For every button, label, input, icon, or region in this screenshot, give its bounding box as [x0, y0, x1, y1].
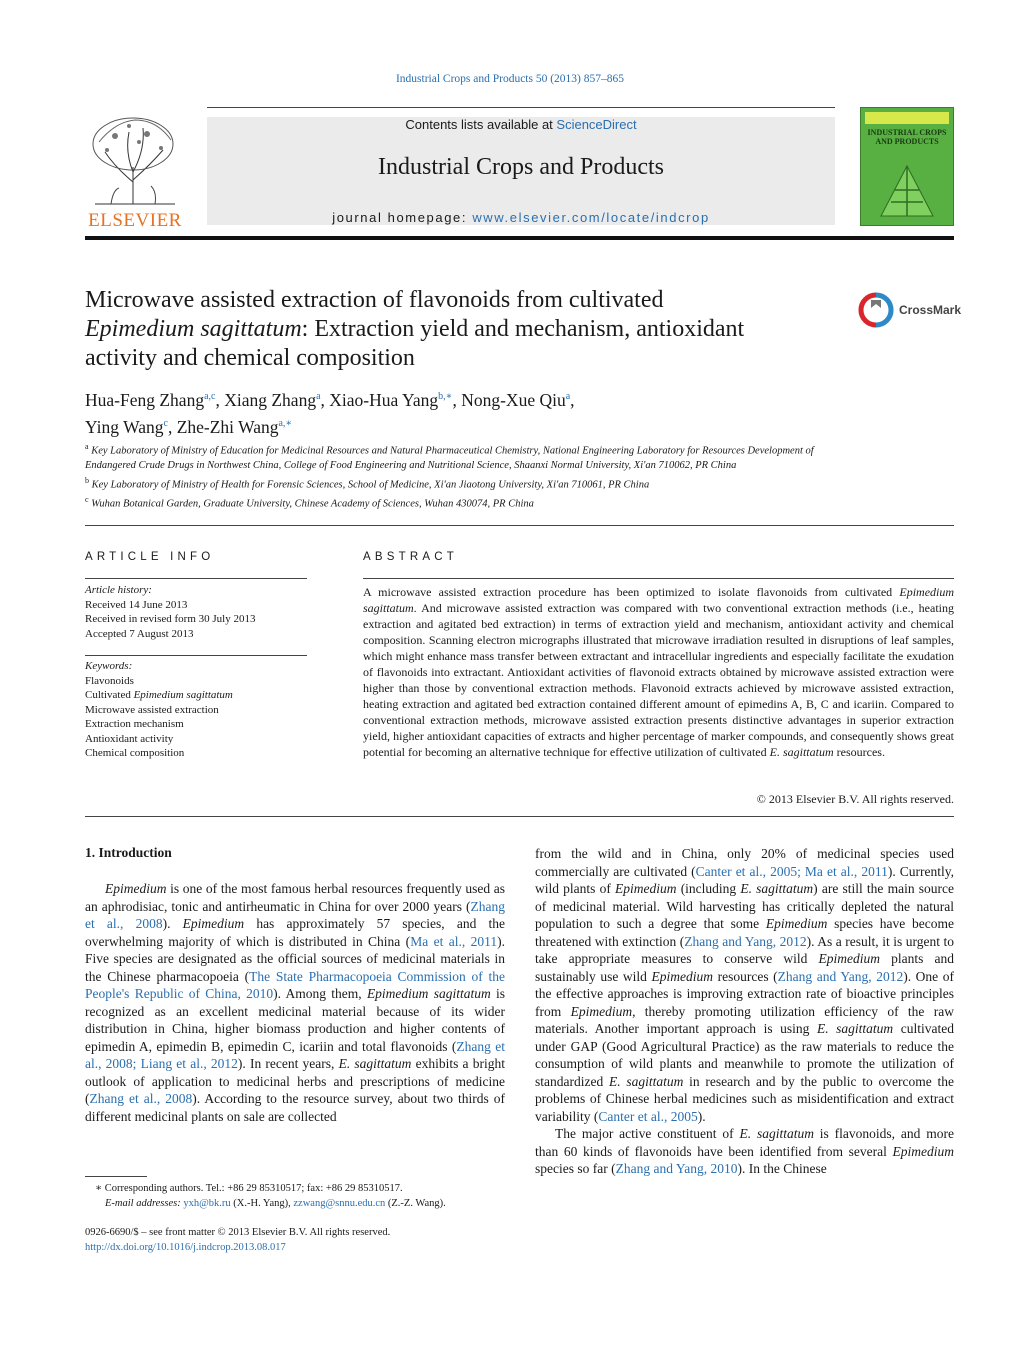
email-label: E-mail addresses: — [105, 1197, 184, 1209]
body-text: is recognized as an excellent medicinal material because of its wider distribution in China, higher biomass production and higher contents of epimedin A, epimedin B, epimedin C, icariin and total flavonoids ( — [85, 986, 505, 1054]
species-name: Epimedium — [182, 916, 245, 931]
introduction-heading: 1. Introduction — [85, 845, 172, 860]
elsevier-logo — [85, 112, 185, 230]
keyword — [85, 688, 307, 703]
affiliation-item — [85, 493, 845, 512]
author-separator: , — [167, 416, 177, 437]
abstract-text-3: resources. — [833, 745, 885, 759]
species-name: Epimedium — [892, 1143, 954, 1159]
body-text: ). — [697, 1108, 706, 1124]
body-text: from the wild and in China, only 20% of medicinal species used commercially are cultivated ( — [535, 846, 954, 879]
author-affil-marker[interactable]: a,∗ — [278, 417, 293, 429]
cover-band — [865, 112, 949, 124]
intro-paragraph — [535, 1125, 954, 1178]
author-name[interactable]: Xiang Zhang — [224, 389, 317, 410]
intro-right-column — [535, 845, 954, 1178]
header-thick-rule — [85, 236, 954, 240]
affiliation-item — [85, 440, 845, 474]
keyword: Antioxidant activity — [85, 732, 174, 745]
reference-link[interactable]: Canter et al., 2005 — [598, 1108, 698, 1124]
crossmark-label: CrossMark — [899, 303, 962, 317]
author-affil-marker[interactable]: a — [316, 391, 321, 402]
species-name: Epimedium — [570, 1003, 633, 1019]
received-date: Received 14 June 2013 — [85, 598, 188, 611]
cover-plant-icon — [871, 158, 943, 218]
crossmark-icon — [858, 292, 894, 328]
body-text: resources ( — [713, 968, 778, 984]
body-text: species so far ( — [535, 1161, 616, 1176]
species-name: E. sagittatum — [608, 1073, 684, 1089]
body-text: ). Currently, wild plants of — [535, 863, 955, 896]
abstract-species: Epimedium sagittatum — [363, 585, 955, 615]
title-line-3: activity and chemical composition — [85, 345, 415, 371]
reference-link[interactable]: Zhang et al., 2008 — [89, 1091, 193, 1106]
footnote-rule — [85, 1176, 147, 1177]
body-text: The major active constituent of — [555, 1126, 740, 1141]
species-name: Epimedium — [615, 881, 677, 896]
author-name[interactable]: Nong-Xue Qiu — [461, 389, 566, 410]
reference-link[interactable]: Zhang et al., 2008; Liang et al., 2012 — [85, 1038, 505, 1071]
affiliation-marker: c — [85, 494, 89, 504]
species-name: E. sagittatum — [338, 1056, 412, 1071]
author-affil-marker[interactable]: a — [565, 391, 571, 402]
body-text: ). In the Chinese — [737, 1161, 827, 1176]
author-separator: , — [452, 389, 462, 410]
abstract-copyright: © 2013 Elsevier B.V. All rights reserved. — [756, 792, 954, 806]
abstract-text-1: A microwave assisted extraction procedure has been optimized to isolate flavonoids from cultivated — [363, 585, 893, 599]
body-text: is one of the most famous herbal resources frequently used as an aphrodisiac, tonic and antirheumatic in China for over 2000 years ( — [85, 881, 505, 914]
author-affil-marker[interactable]: c — [163, 417, 168, 429]
author-affil-marker[interactable]: b,∗ — [438, 391, 453, 402]
abstract-body — [363, 584, 954, 760]
affiliation-text: Key Laboratory of Ministry of Health for Forensic Sciences, School of Medicine, Xi'an Jiaotong University, Xi'an 710061, PR China — [91, 479, 650, 490]
body-text: species have become threatened with extinction ( — [535, 916, 954, 949]
body-text: (including — [676, 881, 741, 896]
species-name: Epimedium — [765, 916, 828, 931]
intro-left-column — [85, 880, 505, 1125]
species-name: Epimedium — [105, 881, 167, 896]
abstract-rule — [363, 578, 954, 579]
body-text: ) are still the main source of medicinal material. Wild harvesting has critically depleted the natural population to such a degree that some — [535, 881, 954, 931]
journal-title: Industrial Crops and Products — [378, 154, 664, 180]
accepted-date: Accepted 7 August 2013 — [85, 627, 194, 640]
species-name: E. sagittatum — [740, 881, 814, 896]
species-name: Epimedium — [818, 951, 880, 966]
email-link[interactable]: yxh@bk.ru — [183, 1197, 231, 1209]
reference-link[interactable]: Canter et al., 2005; Ma et al., 2011 — [695, 863, 888, 879]
affiliation-text: Key Laboratory of Ministry of Education for Medicinal Resources and Natural Pharmaceutical Chemistry, National Engineering Laboratory for Resources Development of Endangered Crude Drugs in Northwest China, College of Food Engineering and Nutritional Science, Shaanxi Normal University, Xi'an 710062, PR China — [85, 445, 814, 471]
reference-link[interactable]: Zhang and Yang, 2012 — [684, 933, 807, 949]
title-species: Epimedium sagittatum — [85, 316, 302, 342]
keywords — [85, 659, 307, 761]
body-text: cultivated under GAP (Good Agricultural Practice) as the raw materials to reduce the consumption of wild plants and meanwhile to promote the utilization of standardized — [535, 1021, 954, 1089]
author-name[interactable]: Zhe-Zhi Wang — [176, 416, 279, 437]
affiliations — [85, 440, 845, 512]
homepage-label: journal homepage: — [332, 210, 473, 225]
species-name: E. sagittatum — [739, 1126, 814, 1141]
keywords-label: Keywords: — [85, 660, 133, 672]
email-owner: (Z.-Z. Wang). — [385, 1197, 446, 1209]
author-separator: , — [320, 389, 330, 410]
contents-line — [207, 117, 835, 132]
affiliation-marker: a — [85, 442, 89, 451]
body-text: ). According to the resource survey, about two thirds of different medicinal plants on sale are collected — [85, 1091, 505, 1124]
author-name[interactable]: Ying Wang — [85, 416, 164, 437]
keyword: Extraction mechanism — [85, 718, 184, 730]
keyword-prefix: Cultivated — [85, 689, 134, 701]
cover-title: INDUSTRIAL CROPS AND PRODUCTS — [867, 128, 947, 146]
body-text: ). One of the effective approaches is improving extraction rate of bioactive principles from — [535, 968, 954, 1019]
contents-prefix: Contents lists available at — [405, 117, 557, 132]
doi-link[interactable]: http://dx.doi.org/10.1016/j.indcrop.2013.08.017 — [85, 1241, 286, 1253]
body-text: exhibits a bright outlook of application to medicinal herbs and prescriptions of medicine ( — [85, 1056, 505, 1106]
corresponding-footnote — [85, 1182, 505, 1211]
author-name[interactable]: Hua-Feng Zhang — [85, 389, 205, 410]
article-info-rule — [85, 578, 307, 579]
title-line-1: Microwave assisted extraction of flavonoids from cultivated — [85, 287, 664, 313]
reference-link[interactable]: The State Pharmacopoeia Commission of the People's Republic of China, 2010 — [85, 968, 505, 1001]
body-text: has approximately 57 species, and the overwhelming majority of which is distributed in China ( — [85, 916, 505, 949]
reference-link[interactable]: Zhang et al., 2008 — [85, 898, 505, 931]
homepage-link[interactable]: www.elsevier.com/locate/indcrop — [472, 210, 710, 225]
article-history — [85, 583, 307, 641]
body-text: is flavonoids, and more than 60 kinds of flavonoids have been identified from several — [535, 1126, 954, 1159]
crossmark-badge[interactable] — [858, 292, 962, 330]
title-line-2: : Extraction yield and mechanism, antioxidant — [301, 316, 745, 342]
intro-paragraph — [535, 845, 954, 1125]
keyword: Flavonoids — [85, 674, 134, 687]
body-text: ). In recent years, — [237, 1056, 339, 1071]
species-name: E. sagittatum — [816, 1021, 894, 1036]
issn-block — [85, 1226, 585, 1255]
body-text: , thereby promoting utilization efficiency of the raw materials. Another important approach is using — [535, 1003, 954, 1036]
revised-date: Received in revised form 30 July 2013 — [85, 613, 256, 625]
author-name[interactable]: Xiao-Hua Yang — [329, 389, 439, 410]
keyword: Chemical composition — [85, 747, 185, 759]
journal-cover[interactable] — [860, 107, 954, 226]
reference-link[interactable]: Zhang and Yang, 2010 — [615, 1161, 738, 1176]
species-name: Epimedium sagittatum — [366, 986, 491, 1001]
author-list — [85, 385, 885, 439]
footnote-emails — [85, 1197, 505, 1212]
body-text: plants and sustainably use wild — [535, 951, 954, 984]
sciencedirect-link[interactable]: ScienceDirect — [556, 117, 637, 132]
article-info-heading: ARTICLE INFO — [85, 551, 215, 563]
affiliation-item — [85, 474, 845, 493]
issn-line: 0926-6690/$ – see front matter © 2013 Elsevier B.V. All rights reserved. — [85, 1227, 391, 1238]
reference-link[interactable]: Zhang and Yang, 2012 — [777, 968, 904, 984]
affiliation-marker: b — [85, 475, 89, 485]
email-owner: (X.-H. Yang), — [230, 1197, 294, 1209]
body-text: ). — [162, 916, 183, 931]
body-text: ). Among them, — [273, 986, 367, 1001]
journal-homepage — [207, 210, 835, 225]
body-text: ). As a result, it is urgent to take appropriate measures to conserve wild — [535, 933, 955, 966]
body-text: ). Five species are designated as the official sources of medicinal materials in the Chinese pharmacopoeia ( — [85, 933, 506, 984]
section-divider — [85, 525, 954, 526]
header-divider — [207, 107, 835, 108]
keyword: Microwave assisted extraction — [85, 703, 219, 716]
abstract-end-divider — [85, 816, 954, 817]
article-title — [85, 286, 825, 373]
author-affil-marker[interactable]: a,c — [204, 391, 216, 402]
history-label: Article history: — [85, 584, 152, 596]
species-name: Epimedium — [651, 968, 714, 984]
keywords-rule — [85, 655, 307, 656]
footnote-contact: ∗ Corresponding authors. Tel.: +86 29 85310517; fax: +86 29 85310517. — [95, 1183, 403, 1194]
affiliation-text: Wuhan Botanical Garden, Graduate University, Chinese Academy of Sciences, Wuhan 430074, PR China — [91, 498, 534, 509]
abstract-heading: ABSTRACT — [363, 551, 458, 563]
journal-citation[interactable]: Industrial Crops and Products 50 (2013) 857–865 — [395, 73, 625, 85]
abstract-text-2: . And microwave assisted extraction was compared with two conventional extraction methods (i.e., heating extraction and agitated bed extraction) in terms of extraction yield and mechanism, antioxidant activity and chemical composition. Scanning electron micrographs illustrated that microwave irradiation resulted in disruptions of leaf samples, which might enhance mass transfer between extractant and intracellular ingredients and especially facilitate the exudation of flavonoids into extractant. Antioxidant activities of flavonoid extracts obtained by microwave assisted extraction were higher than those by conventional extraction methods. Flavonoid extracts achieved by microwave assisted extraction, heating extraction and agitated bed extraction contained different amount of epimedins A, B, C and icariin. Compared to conventional extraction methods, microwave assisted extraction presents distinctive advantages in superior extraction yield, higher antioxidant capacities of extracts and higher percentage of marker compounds, and consequently shows great potential for becoming an alternative technique for effective utilization of cultivated — [363, 601, 954, 759]
reference-link[interactable]: Ma et al., 2011 — [410, 933, 498, 949]
email-link[interactable]: zzwang@snnu.edu.cn — [293, 1197, 386, 1209]
abstract-species: E. sagittatum — [769, 745, 834, 759]
elsevier-wordmark: ELSEVIER — [88, 210, 182, 231]
author-separator: , — [215, 389, 225, 410]
author-separator: , — [570, 389, 575, 410]
keyword-species: Epimedium sagittatum — [133, 689, 233, 701]
intro-paragraph — [85, 880, 505, 1125]
body-text: in research and by the public to overcome the problems of Chinese herbal medicines such as misidentification and extract variability ( — [535, 1073, 954, 1124]
